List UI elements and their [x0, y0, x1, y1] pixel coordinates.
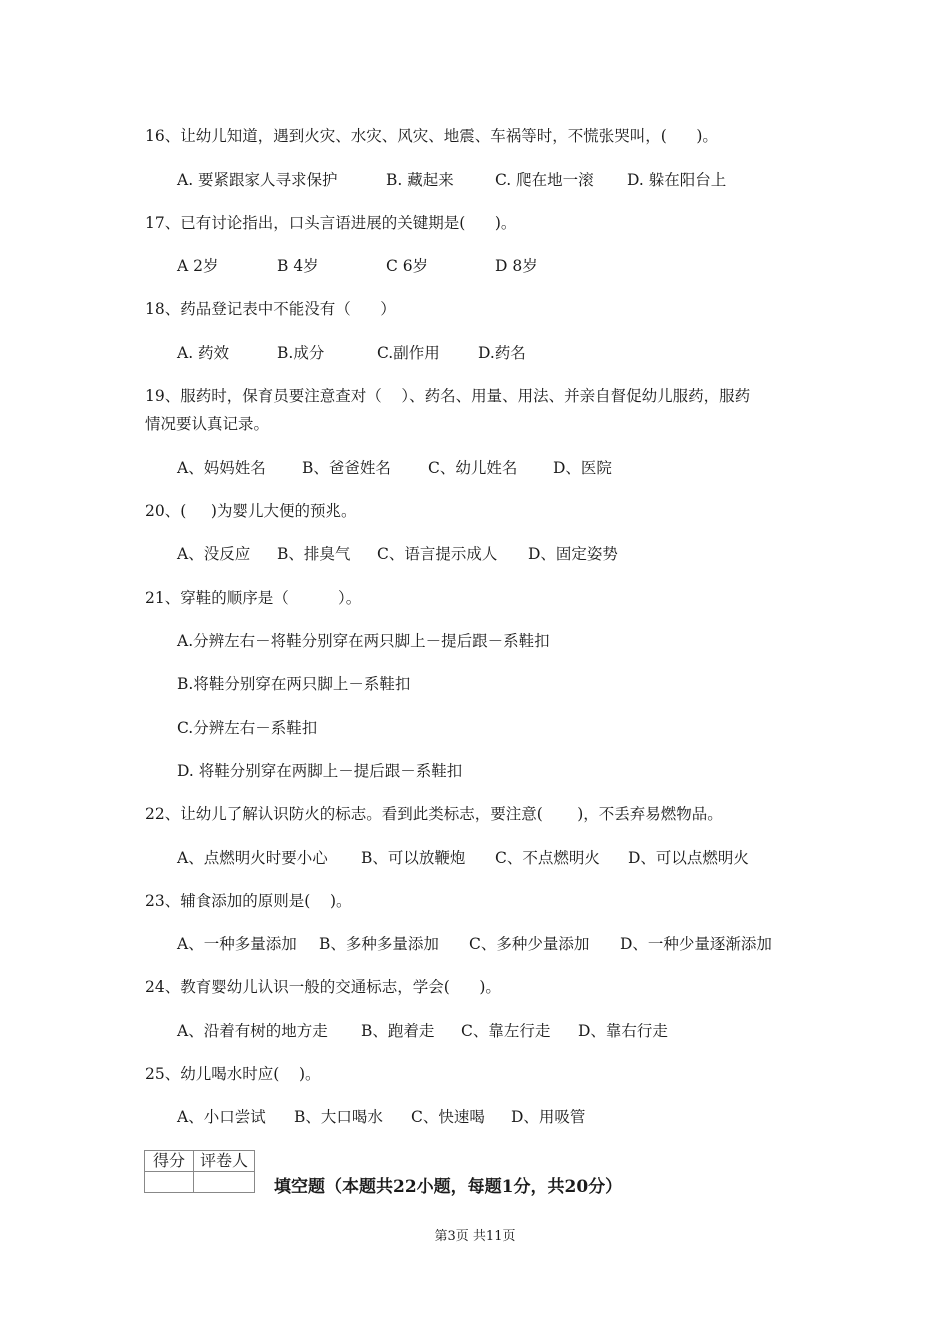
- section-title: 填空题（本题共22小题，每题1分，共20分）: [274, 1177, 623, 1197]
- option-d: D. 躲在阳台上: [627, 171, 727, 189]
- question-17-stem: 17、已有讨论指出，口头言语进展的关键期是( )。: [145, 214, 517, 232]
- option-a: A、一种多量添加: [177, 935, 297, 953]
- question-22-stem: 22、让幼儿了解认识防火的标志。看到此类标志，要注意( )，不丢弃易燃物品。: [145, 805, 723, 823]
- option-a: A. 要紧跟家人寻求保护: [177, 171, 338, 189]
- question-21-option-a: A.分辨左右－将鞋分别穿在两只脚上－提后跟－系鞋扣: [177, 632, 550, 650]
- option-a: A、妈妈姓名: [177, 459, 266, 477]
- option-a: A、没反应: [177, 545, 251, 563]
- grader-header: 评卷人: [194, 1151, 255, 1172]
- option-b: B、爸爸姓名: [302, 459, 391, 477]
- option-c: C、快速喝: [411, 1108, 485, 1126]
- option-b: B、多种多量添加: [319, 935, 439, 953]
- question-18-stem: 18、药品登记表中不能没有（ ）: [145, 300, 396, 318]
- question-19-stem-continued: 情况要认真记录。: [145, 415, 270, 433]
- question-25-options: [177, 1107, 877, 1127]
- question-20-stem: 20、( )为婴儿大便的预兆。: [145, 502, 357, 520]
- option-b: B 4岁: [277, 257, 319, 275]
- option-a: A、小口尝试: [177, 1108, 266, 1126]
- question-24-stem: 24、教育婴幼儿认识一般的交通标志，学会( )。: [145, 978, 501, 996]
- option-b: B、大口喝水: [294, 1108, 383, 1126]
- score-cell: [145, 1172, 194, 1193]
- option-c: C. 爬在地一滚: [495, 171, 594, 189]
- question-21-stem: 21、穿鞋的顺序是（ ）。: [145, 589, 362, 607]
- option-c: C、幼儿姓名: [428, 459, 518, 477]
- option-a: A、沿着有树的地方走: [177, 1022, 328, 1040]
- option-c: C、不点燃明火: [495, 849, 600, 867]
- option-d: D、靠右行走: [578, 1022, 668, 1040]
- option-d: D、用吸管: [511, 1108, 586, 1126]
- question-24-options: [177, 1021, 877, 1041]
- question-21-option-d: D. 将鞋分别穿在两脚上－提后跟－系鞋扣: [177, 762, 463, 780]
- question-18-options: [177, 343, 877, 363]
- option-c: C 6岁: [386, 257, 429, 275]
- question-23-options: [177, 934, 877, 954]
- option-a: A 2岁: [177, 257, 219, 275]
- option-b: B. 藏起来: [386, 171, 454, 189]
- question-19-options: [177, 458, 877, 478]
- option-d: D、医院: [553, 459, 612, 477]
- option-b: B、跑着走: [361, 1022, 435, 1040]
- question-25-stem: 25、幼儿喝水时应( )。: [145, 1065, 321, 1083]
- question-21-option-c: C.分辨左右－系鞋扣: [177, 719, 318, 737]
- option-b: B、可以放鞭炮: [361, 849, 466, 867]
- option-c: C.副作用: [377, 344, 440, 362]
- question-21-option-b: B.将鞋分别穿在两只脚上－系鞋扣: [177, 675, 411, 693]
- score-table: [144, 1150, 255, 1193]
- option-b: B.成分: [277, 344, 325, 362]
- option-d: D 8岁: [495, 257, 538, 275]
- option-c: C、语言提示成人: [377, 545, 498, 563]
- option-a: A、点燃明火时要小心: [177, 849, 328, 867]
- option-d: D、可以点燃明火: [628, 849, 749, 867]
- question-20-options: [177, 544, 877, 564]
- question-22-options: [177, 848, 877, 868]
- option-c: C、靠左行走: [461, 1022, 551, 1040]
- option-c: C、多种少量添加: [469, 935, 590, 953]
- question-16-stem: 16、让幼儿知道，遇到火灾、水灾、风灾、地震、车祸等时，不慌张哭叫，( )。: [145, 127, 718, 145]
- question-23-stem: 23、辅食添加的原则是( )。: [145, 892, 352, 910]
- question-19-stem: 19、服药时，保育员要注意查对（ ）、药名、用量、用法、并亲自督促幼儿服药，服药: [145, 387, 751, 405]
- option-b: B、排臭气: [277, 545, 351, 563]
- grader-cell: [194, 1172, 255, 1193]
- question-17-options: [177, 256, 877, 276]
- option-a: A. 药效: [177, 344, 230, 362]
- option-d: D、固定姿势: [528, 545, 618, 563]
- page-footer: 第3页 共11页: [434, 1229, 516, 1244]
- option-d: D.药名: [478, 344, 526, 362]
- score-header: 得分: [145, 1151, 194, 1172]
- question-16-options: [177, 170, 877, 190]
- option-d: D、一种少量逐渐添加: [620, 935, 772, 953]
